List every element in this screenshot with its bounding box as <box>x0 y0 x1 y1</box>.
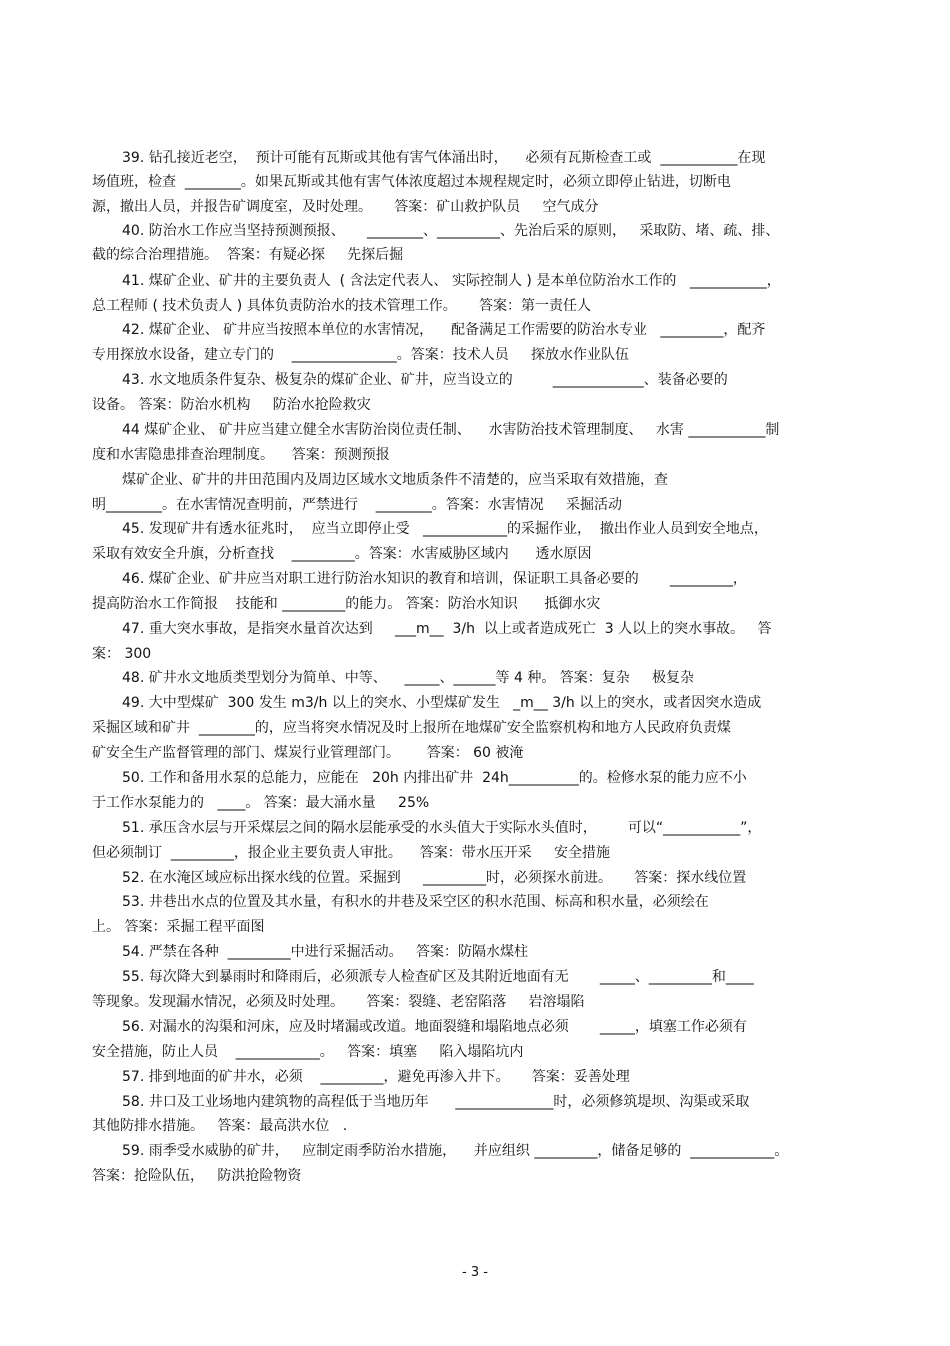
text-line: 49. 大中型煤矿 300 发生 m3/h 以上的突水、小型煤矿发生 _m__ 3/h 以上的突水，或者因突水造成 <box>122 695 762 711</box>
text-line: 54. 严禁在各种 _________中进行采掘活动。 答案：防隔水煤柱 <box>122 944 528 960</box>
text-line: 50. 工作和备用水泵的总能力，应能在 20h 内排出矿井 24h__________的。检修水泵的能力应不小 <box>122 770 747 786</box>
text-line: 59. 雨季受水威胁的矿井， 应制定雨季防治水措施， 并应组织 _________，储备足够的 ____________。 <box>122 1143 789 1159</box>
text-line: 51. 承压含水层与开采煤层之间的隔水层能承受的水头值大于实际水头值时， 可以“___________”， <box>122 820 762 836</box>
text-line: 55. 每次降大到暴雨时和降雨后，必须派专人检查矿区及其附近地面有无 _____、_________和____ <box>122 969 754 985</box>
text-line: 总工程师 ( 技术负责人 ) 具体负责防治水的技术管理工作。 答案：第一责任人 <box>92 298 591 314</box>
text-line: 其他防排水措施。 答案：最高洪水位 . <box>92 1118 348 1134</box>
text-line: 明________。在水害情况查明前，严禁进行 ________。答案：水害情况 采掘活动 <box>92 497 623 513</box>
text-line: 专用探放水设备，建立专门的 _______________。答案：技术人员 探放水作业队伍 <box>92 347 630 363</box>
text-line: 41. 煤矿企业、矿井的主要负责人 ( 含法定代表人、 实际控制人 ) 是本单位防治水工作的 ___________， <box>122 273 781 289</box>
text-line: 52. 在水淹区域应标出探水线的位置。采掘到 _________时，必须探水前进。 答案：探水线位置 <box>122 870 747 886</box>
text-line: 43. 水文地质条件复杂、极复杂的煤矿企业、矿井，应当设立的 _____________、装备必要的 <box>122 372 728 388</box>
text-line: 案： 300 <box>92 646 152 662</box>
text-line: 采掘区域和矿井 ________的，应当将突水情况及时上报所在地煤矿安全监察机构和地方人民政府负责煤 <box>92 720 731 736</box>
text-line: 矿安全生产监督管理的部门、煤炭行业管理部门。 答案： 60 被淹 <box>92 745 524 761</box>
text-line: 度和水害隐患排查治理制度。 答案：预测预报 <box>92 447 390 463</box>
text-line: 上。 答案：采掘工程平面图 <box>92 919 265 935</box>
text-line: 44 煤矿企业、 矿井应当建立健全水害防治岗位责任制、 水害防治技术管理制度、 水害 ___________制 <box>122 422 780 438</box>
text-line: 47. 重大突水事故，是指突水量首次达到 ___m__ 3/h 以上或者造成死亡 3 人以上的突水事故。 答 <box>122 621 772 637</box>
text-line: 46. 煤矿企业、矿井应当对职工进行防治水知识的教育和培训，保证职工具备必要的 _________， <box>122 571 747 587</box>
text-line: 等现象。发现漏水情况，必须及时处理。 答案：裂缝、老窑陷落 岩溶塌陷 <box>92 994 585 1010</box>
text-line: 煤矿企业、矿井的井田范围内及周边区域水文地质条件不清楚的，应当采取有效措施，查 <box>122 472 668 488</box>
text-line: 45. 发现矿井有透水征兆时， 应当立即停止受 ____________的采掘作业， 撤出作业人员到安全地点， <box>122 521 768 537</box>
text-line: 57. 排到地面的矿井水，必须 _________，避免再渗入井下。 答案：妥善处理 <box>122 1069 630 1085</box>
text-line: 提高防治水工作简报 技能和 _________的能力。 答案：防治水知识 抵御水灾 <box>92 596 601 612</box>
text-line: 源，撤出人员，并报告矿调度室，及时处理。 答案：矿山救护队员 空气成分 <box>92 199 599 215</box>
text-line: 但必须制订 _________，报企业主要负责人审批。 答案：带水压开采 安全措施 <box>92 845 610 861</box>
text-line: 48. 矿井水文地质类型划分为简单、中等、 _____、______等 4 种。 答案：复杂 极复杂 <box>122 670 695 686</box>
text-line: 采取有效安全升旗，分析查找 _________。答案：水害威胁区域内 透水原因 <box>92 546 592 562</box>
text-line: 56. 对漏水的沟渠和河床，应及时堵漏或改道。地面裂缝和塌陷地点必须 _____，填塞工作必须有 <box>122 1019 747 1035</box>
text-line: 安全措施，防止人员 ____________。 答案：填塞 陷入塌陷坑内 <box>92 1044 524 1060</box>
text-line: 42. 煤矿企业、 矿井应当按照本单位的水害情况， 配备满足工作需要的防治水专业 _________，配齐 <box>122 322 766 338</box>
text-line: 40. 防治水工作应当坚持预测预报、 ________、_________、先治后采的原则， 采取防、堵、疏、排、 <box>122 223 780 239</box>
text-line: 58. 井口及工业场地内建筑物的高程低于当地历年 ______________时，必须修筑堤坝、沟渠或采取 <box>122 1094 750 1110</box>
page-number: - 3 - <box>462 1265 488 1280</box>
text-line: 设备。 答案：防治水机构 防治水抢险救灾 <box>92 397 371 413</box>
text-line: 答案：抢险队伍， 防洪抢险物资 <box>92 1168 302 1184</box>
text-line: 53. 井巷出水点的位置及其水量，有积水的井巷及采空区的积水范围、标高和积水量，必须绘在 <box>122 894 709 910</box>
text-line: 39. 钻孔接近老空， 预计可能有瓦斯或其他有害气体涌出时， 必须有瓦斯检查工或 ___________在现 <box>122 150 766 166</box>
text-line: 于工作水泵能力的 ____。 答案：最大涌水量 25% <box>92 795 430 811</box>
text-line: 截的综合治理措施。 答案：有疑必探 先探后掘 <box>92 247 404 263</box>
text-line: 场值班，检查 ________。如果瓦斯或其他有害气体浓度超过本规程规定时，必须立即停止钻进，切断电 <box>92 174 731 190</box>
